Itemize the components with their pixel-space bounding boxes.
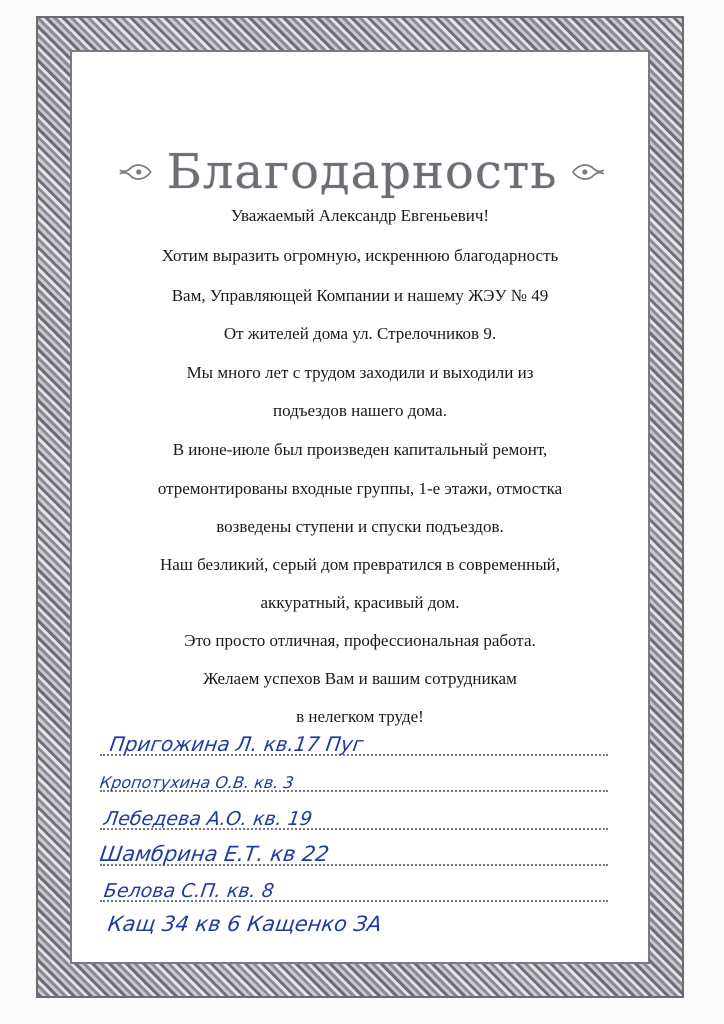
handwritten-signature: Кропотухина О.В. кв. 3	[98, 773, 296, 792]
signature-line	[100, 836, 608, 872]
handwritten-signature: Белова С.П. кв. 8	[102, 880, 276, 902]
body-line: Вам, Управляющей Компании и нашему ЖЭУ № 49	[171, 286, 549, 305]
signature-line	[100, 762, 608, 798]
body-line: Мы много лет с трудом заходили и выходили из	[186, 363, 534, 382]
body-line: подъездов нашего дома.	[273, 401, 447, 420]
body-line: В июне-июле был произведен капитальный ремонт,	[172, 440, 548, 459]
body-line: От жителей дома ул. Стрелочников 9.	[223, 324, 497, 343]
body-line: отремонтированы входные группы, 1-е этажи, отмостка	[157, 479, 563, 498]
handwritten-signature: Лебедева А.О. кв. 19	[102, 808, 314, 830]
signature-line	[100, 872, 608, 908]
handwritten-signature: Кащ 34 кв 6 Кащенко ЗА	[106, 912, 384, 936]
title-row	[118, 142, 606, 202]
signature-line	[100, 904, 608, 938]
closing-line: в нелегком труде!	[296, 707, 424, 726]
handwritten-signature: Пригожина Л. кв.17 Пуг	[108, 732, 366, 756]
body-line: Хотим выразить огромную, искреннюю благодарность	[161, 246, 559, 265]
body-line: аккуратный, красивый дом.	[260, 593, 460, 612]
signature-line	[100, 726, 608, 762]
body-line: Наш безликий, серый дом превратился в современный,	[159, 555, 561, 574]
body-line: Желаем успехов Вам и вашим сотрудникам	[203, 669, 517, 688]
greeting-line: Уважаемый Александр Евгеньевич!	[230, 206, 490, 225]
right-ornament-icon	[571, 158, 606, 186]
left-ornament-icon	[118, 158, 153, 186]
document-title: Благодарность	[166, 144, 558, 200]
handwritten-signature: Шамбрина Е.Т. кв 22	[98, 842, 331, 866]
signature-line	[100, 800, 608, 836]
body-line: возведены ступени и спуски подъездов.	[216, 517, 504, 536]
body-line: Это просто отличная, профессиональная работа.	[184, 631, 536, 650]
